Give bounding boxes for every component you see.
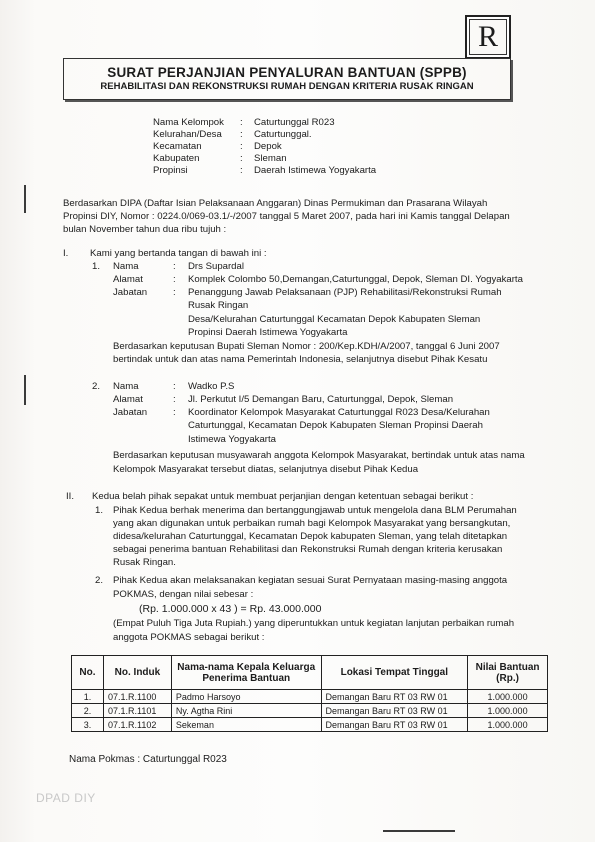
cell-nilai: 1.000.000 [468,690,548,704]
cell-no-induk: 07.1.R.1101 [103,704,171,718]
recipient-table [71,655,548,732]
scan-mark [24,375,26,405]
party2-jabatan-line: Istimewa Yogyakarta [188,434,276,445]
col-header-nilai: Nilai Bantuan (Rp.) [468,656,548,690]
cell-no: 1. [72,690,104,704]
intro-line: Propinsi DIY, Nomor : 0224.0/069-03.1/-/2007 tanggal 5 Maret 2007, pada hari ini Kamis tanggal Delapan [63,211,510,222]
info-colon: : [240,165,243,176]
party2-nama-label: Nama [113,381,139,392]
party2-basis-line: Kelompok Masyarakat tersebut diatas, selanjutnya disebut Pihak Kedua [113,464,419,475]
info-value: Caturtunggal. [254,129,312,140]
cell-nama: Ny. Agtha Rini [171,704,321,718]
info-colon: : [240,153,243,164]
intro-line: bulan November tahun dua ribu tujuh : [63,224,227,235]
cell-no: 3. [72,718,104,732]
section2-number: II. [66,491,74,502]
cell-lokasi: Demangan Baru RT 03 RW 01 [321,704,468,718]
nilai-formula: (Rp. 1.000.000 x 43 ) = Rp. 43.000.000 [139,603,322,615]
info-colon: : [240,129,243,140]
party1-nama-label: Nama [113,261,139,272]
clause1-line: didesa/kelurahan Caturtunggal, Kecamatan Depok kabupaten Sleman, yang telah ditetapkan [113,531,508,542]
clause1-line: yang akan digunakan untuk perbaikan rumah bagi Kelompok Masyarakat yang bersangkutan, [113,518,511,529]
party1-alamat-label: Alamat [113,274,143,285]
clause1-line: Rusak Ringan. [113,557,176,568]
party1-jabatan-line: Rusak Ringan [188,300,249,311]
party1-nama: Drs Supardal [188,261,244,272]
party2-alamat-label: Alamat [113,394,143,405]
info-value: Caturtunggal R023 [254,117,335,128]
party2-jabatan-label: Jabatan [113,407,148,418]
cell-no: 2. [72,704,104,718]
info-label: Nama Kelompok [153,117,224,128]
cell-nilai: 1.000.000 [468,704,548,718]
party1-number: 1. [92,261,101,272]
cell-nama: Sekeman [171,718,321,732]
section2-heading: Kedua belah pihak sepakat untuk membuat perjanjian dengan ketentuan sebagai berikut : [92,491,474,502]
colon: : [173,287,176,298]
info-label: Kabupaten [153,153,200,164]
info-value: Sleman [254,153,287,164]
colon: : [173,407,176,418]
cell-no-induk: 07.1.R.1102 [103,718,171,732]
section1-number: I. [63,248,69,259]
table-row [72,704,548,718]
clause1-line: sebagai penerima bantuan Rehabilitasi dan Rekonstruksi Rumah dengan kriteria kerusakan [113,544,503,555]
clause2-line: Pihak Kedua akan melaksanakan kegiatan sesuai Surat Pernyataan masing-masing anggota [113,575,508,586]
document-title: SURAT PERJANJIAN PENYALURAN BANTUAN (SPPB) [107,65,467,80]
clause1-number: 1. [95,505,104,516]
clause1-line: Pihak Kedua berhak menerima dan bertanggungjawab untuk mengelola dana BLM Perumahan [113,505,517,516]
cell-no-induk: 07.1.R.1100 [103,690,171,704]
col-header-nama: Nama-nama Kepala Keluarga Penerima Bantuan [171,656,321,690]
stamp-letter: R [477,20,498,53]
party2-nama: Wadko P.S [188,381,235,392]
info-label: Kelurahan/Desa [153,129,222,140]
info-label: Kecamatan [153,141,202,152]
cell-nama: Padmo Harsoyo [171,690,321,704]
pokmas-name: Nama Pokmas : Caturtunggal R023 [69,754,227,765]
scan-line [383,830,455,832]
party1-alamat: Komplek Colombo 50,Demangan,Caturtunggal, Depok, Sleman DI. Yogyakarta [188,274,523,285]
clause2-line: anggota POKMAS sebagai berikut : [113,632,265,643]
colon: : [173,394,176,405]
party2-basis-line: Berdasarkan keputusan musyawarah anggota Kelompok Masyarakat, bertindak untuk atas nama [113,450,525,461]
party1-basis-line: bertindak untuk dan atas nama Pemerintah Indonesia, selanjutnya disebut Pihak Kesatu [113,354,488,365]
scan-mark [24,185,26,213]
document-subtitle: REHABILITASI DAN REKONSTRUKSI RUMAH DENGAN KRITERIA RUSAK RINGAN [100,81,474,92]
watermark: DPAD DIY [36,791,96,805]
info-colon: : [240,141,243,152]
section1-heading: Kami yang bertanda tangan di bawah ini : [90,248,267,259]
colon: : [173,381,176,392]
info-value: Daerah Istimewa Yogyakarta [254,165,377,176]
party1-jabatan-label: Jabatan [113,287,148,298]
intro-line: Berdasarkan DIPA (Daftar Isian Pelaksanaan Anggaran) Dinas Permukiman dan Prasarana Wilayah [63,198,488,209]
party1-jabatan-line: Desa/Kelurahan Caturtunggal Kecamatan Depok Kabupaten Sleman [188,314,481,325]
col-header-no: No. [72,656,104,690]
party1-jabatan-line: Propinsi Daerah Istimewa Yogyakarta [188,327,348,338]
colon: : [173,261,176,272]
colon: : [173,274,176,285]
party2-alamat: Jl. Perkutut I/5 Demangan Baru, Caturtunggal, Depok, Sleman [188,394,454,405]
info-value: Depok [254,141,282,152]
table-row [72,718,548,732]
clause2-line: (Empat Puluh Tiga Juta Rupiah.) yang diperuntukkan untuk kegiatan lanjutan perbaikan rumah [113,618,515,629]
table-row [72,690,548,704]
document-header [63,58,511,100]
clause2-line: POKMAS, dengan nilai sebesar : [113,589,254,600]
info-colon: : [240,117,243,128]
col-header-lokasi: Lokasi Tempat Tinggal [321,656,468,690]
party2-jabatan-line: Caturtunggal, Kecamatan Depok Kabupaten Sleman Propinsi Daerah [188,420,483,431]
party1-jabatan-line: Penanggung Jawab Pelaksanaan (PJP) Rehabilitasi/Rekonstruksi Rumah [188,287,502,298]
cell-lokasi: Demangan Baru RT 03 RW 01 [321,718,468,732]
col-header-no-induk: No. Induk [103,656,171,690]
info-label: Propinsi [153,165,188,176]
table-header-row [72,656,548,690]
party2-jabatan-line: Koordinator Kelompok Masyarakat Caturtunggal R023 Desa/Kelurahan [188,407,490,418]
party1-basis-line: Berdasarkan keputusan Bupati Sleman Nomor : 200/Kep.KDH/A/2007, tanggal 6 Juni 2007 [113,341,500,352]
stamp-box [465,15,511,59]
clause2-number: 2. [95,575,104,586]
party2-number: 2. [92,381,101,392]
cell-lokasi: Demangan Baru RT 03 RW 01 [321,690,468,704]
cell-nilai: 1.000.000 [468,718,548,732]
